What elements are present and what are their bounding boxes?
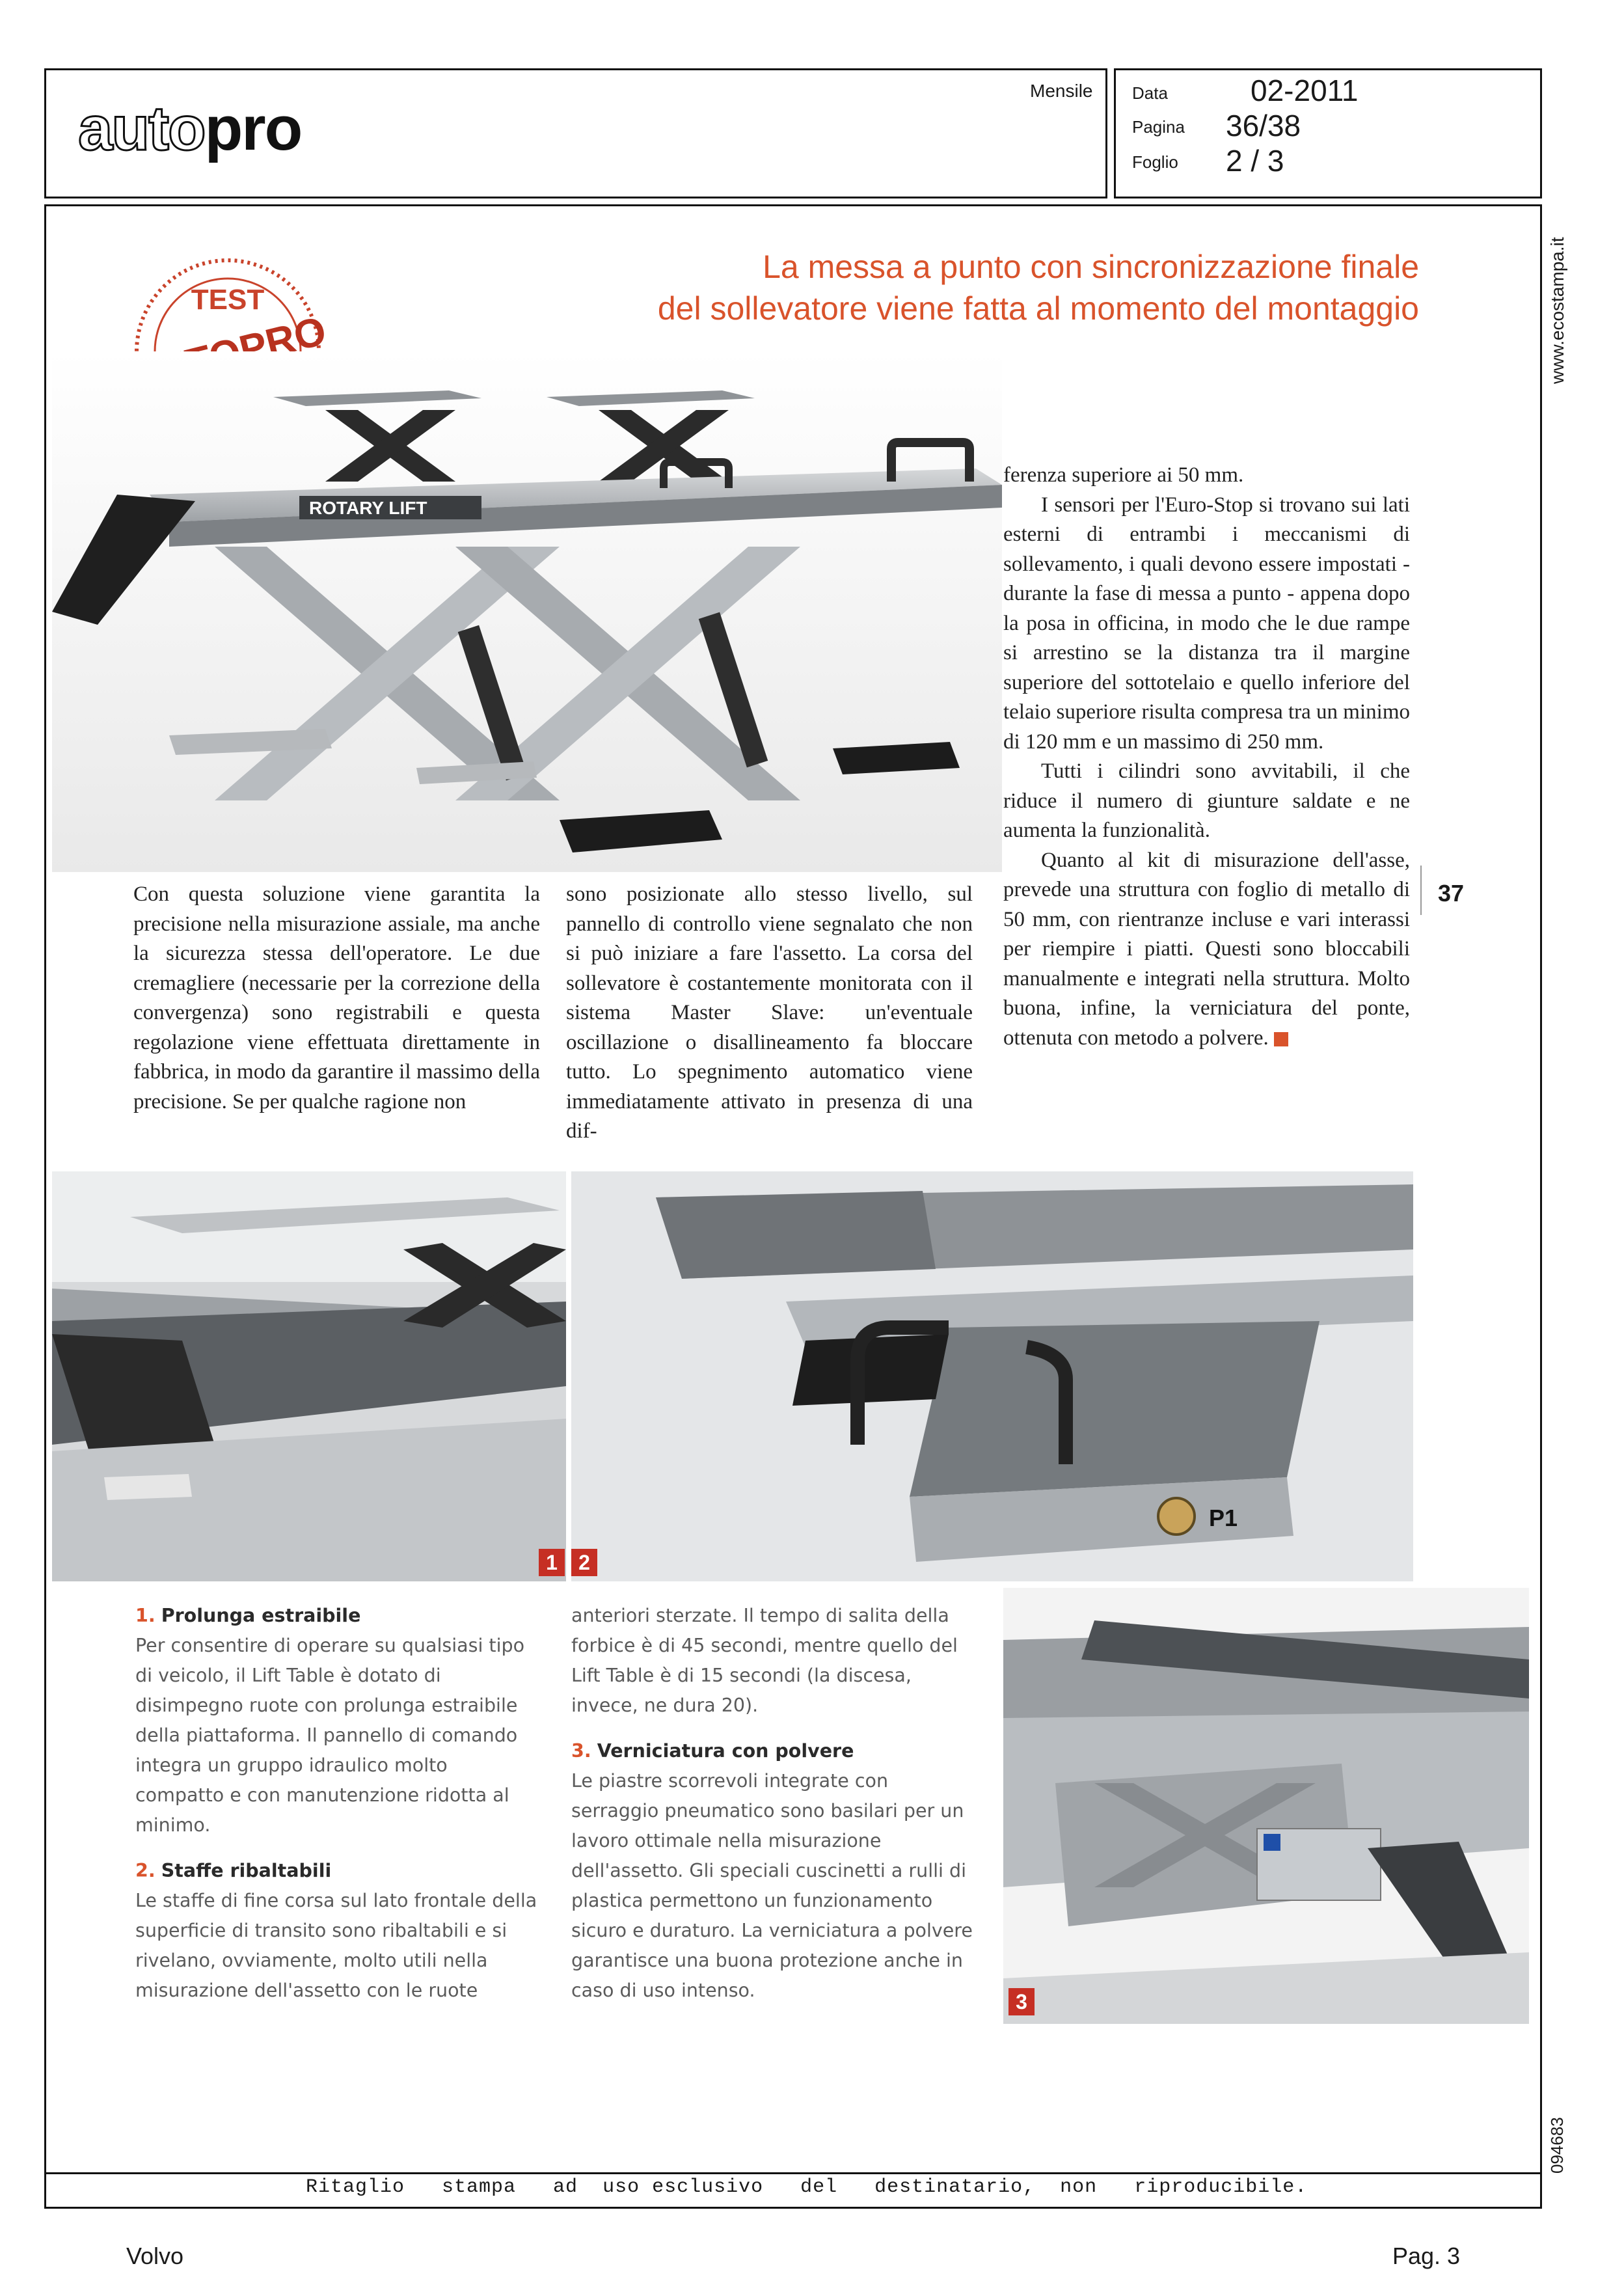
page-number: 37 [1438,880,1465,907]
caption-1-title: Prolunga estraibile [161,1605,361,1626]
photo2-p1-label: P1 [1209,1505,1238,1531]
body-col2-text: sono posizionate allo stesso livello, sul pannello di controllo viene segnalato che non si può iniziare a fare l'assetto. La corsa del sollevatore è costantemente monitorata con il sistema Master Slave: un'eventuale oscillazione o disallineamento fa bloccare tutto. Lo spegnimento automatico viene immediatamente attivato in presenza di una dif- [566,882,973,1143]
body-column-2 [566,880,973,1147]
footer-divider [44,2172,1542,2174]
autopro-logo: autopro [78,94,302,163]
headline-line-1: La messa a punto con sincronizzazione finale [763,249,1419,285]
caption-3-number: 3. [571,1740,591,1762]
photo-3-coated-lift [1003,1588,1529,2024]
pagina-label: Pagina [1132,117,1185,137]
page-number-rule [1420,866,1422,915]
caption-2-continued: anteriori sterzate. Il tempo di salita della forbice è di 45 secondi, mentre quello del Lift Table è di 15 secondi (la discesa, invece, ne dura 20). [571,1605,958,1716]
foglio-label: Foglio [1132,152,1178,172]
body-col3-p2: I sensori per l'Euro-Stop si trovano sui lati esterni di entrambi i meccanismi di sollevamento, i quali devono essere impostati - durante la fase di messa a punto - appena dopo la posa in officina, in modo che le due rampe si arrestino se la distanza tra il margine superiore del sottotelaio e quello inferiore del telaio superiore risulta compresa tra un minimo di 120 mm e un massimo di 250 mm. [1003,493,1410,754]
website-vertical: www.ecostampa.it [1547,237,1567,384]
photo-2-brackets [571,1171,1413,1581]
end-square-icon [1274,1032,1288,1046]
clipping-notice: Ritaglio stampa ad uso esclusivo del destinatario, non riproducibile. [306,2176,1308,2198]
caption-1-number: 1. [135,1605,156,1626]
body-column-1 [133,880,540,1117]
data-label: Data [1132,83,1168,103]
caption-3-text: Le piastre scorrevoli integrate con serraggio pneumatico sono basilari per un lavoro ottimale nella misurazione dell'assetto. Gli speciali cuscinetti a rulli di plastica permettono un funzionamento sicuro e duraturo. La verniciatura a polvere garantisce una buona protezione anche in caso di uso intenso. [571,1770,973,2001]
badge-3: 3 [1008,1988,1035,2015]
caption-1-heading [135,1601,539,1631]
caption-1-text: Per consentire di operare su qualsiasi tipo di veicolo, il Lift Table è dotato di disimpegno ruote con prolunga estraibile della piattaforma. Il pannello di comando integra un gruppo idraulico molto compatto e con manutenzione ridotta al minimo. [135,1635,525,1836]
frequency-label: Mensile [1030,81,1093,101]
foglio-value: 2 / 3 [1226,144,1284,178]
caption-3-heading [571,1736,975,1766]
badge-1: 1 [539,1549,565,1576]
rotary-lift-label: ROTARY LIFT [309,498,427,518]
badge-2: 2 [571,1549,597,1576]
body-col1-text: Con questa soluzione viene garantita la precisione nella misurazione assiale, ma anche la sicurezza stessa dell'operatore. Le due cremagliere (necessarie per la correzione della convergenza) sono registrabili e questa regolazione viene effettuata direttamente in fabbrica, in modo da garantire il massimo della precisione. Se per qualche ragione non [133,882,540,1113]
caption-2-heading [135,1856,539,1886]
body-col3-p4-text: Quanto al kit di misurazione dell'asse, prevede una struttura con foglio di metallo di 50 mm, con rientranze incluse e vari interassi per riempire i piatti. Questi sono bloccabili manualmente e integrati nella struttura. Molto buona, infine, la verniciatura del ponte, ottenuta con metodo a polvere. [1003,848,1410,1050]
footer-left-label: Volvo [126,2243,184,2269]
photo-1-extension [52,1171,566,1581]
body-column-3 [1003,461,1410,1053]
stamp-top-text: TEST [191,284,265,316]
code-vertical: 094683 [1547,2117,1567,2174]
headline-line-2: del sollevatore viene fatta al momento del montaggio [657,290,1419,327]
caption-column-1 [135,1601,539,2006]
caption-2-text: Le staffe di fine corsa sul lato frontale della superficie di transito sono ribaltabili e si rivelano, ovviamente, molto utili nella misurazione dell'assetto con le ruote [135,1890,537,2001]
data-value: 02-2011 [1251,74,1359,107]
caption-column-2 [571,1601,975,2006]
footer-page-number: Pag. 3 [1392,2243,1461,2269]
pagina-value: 36/38 [1226,109,1301,143]
body-col3-p1: ferenza superiore ai 50 mm. [1003,463,1244,487]
caption-2-title: Staffe ribaltabili [161,1860,332,1881]
body-col3-p3: Tutti i cilindri sono avvitabili, il che riduce il numero di giunture saldate e ne aumenta la funzionalità. [1003,759,1410,842]
caption-2-number: 2. [135,1860,156,1881]
scissor-lift-photo [52,351,1002,872]
body-col3-p4 [1003,846,1410,1054]
caption-3-title: Verniciatura con polvere [597,1740,854,1762]
headline [658,246,1419,329]
